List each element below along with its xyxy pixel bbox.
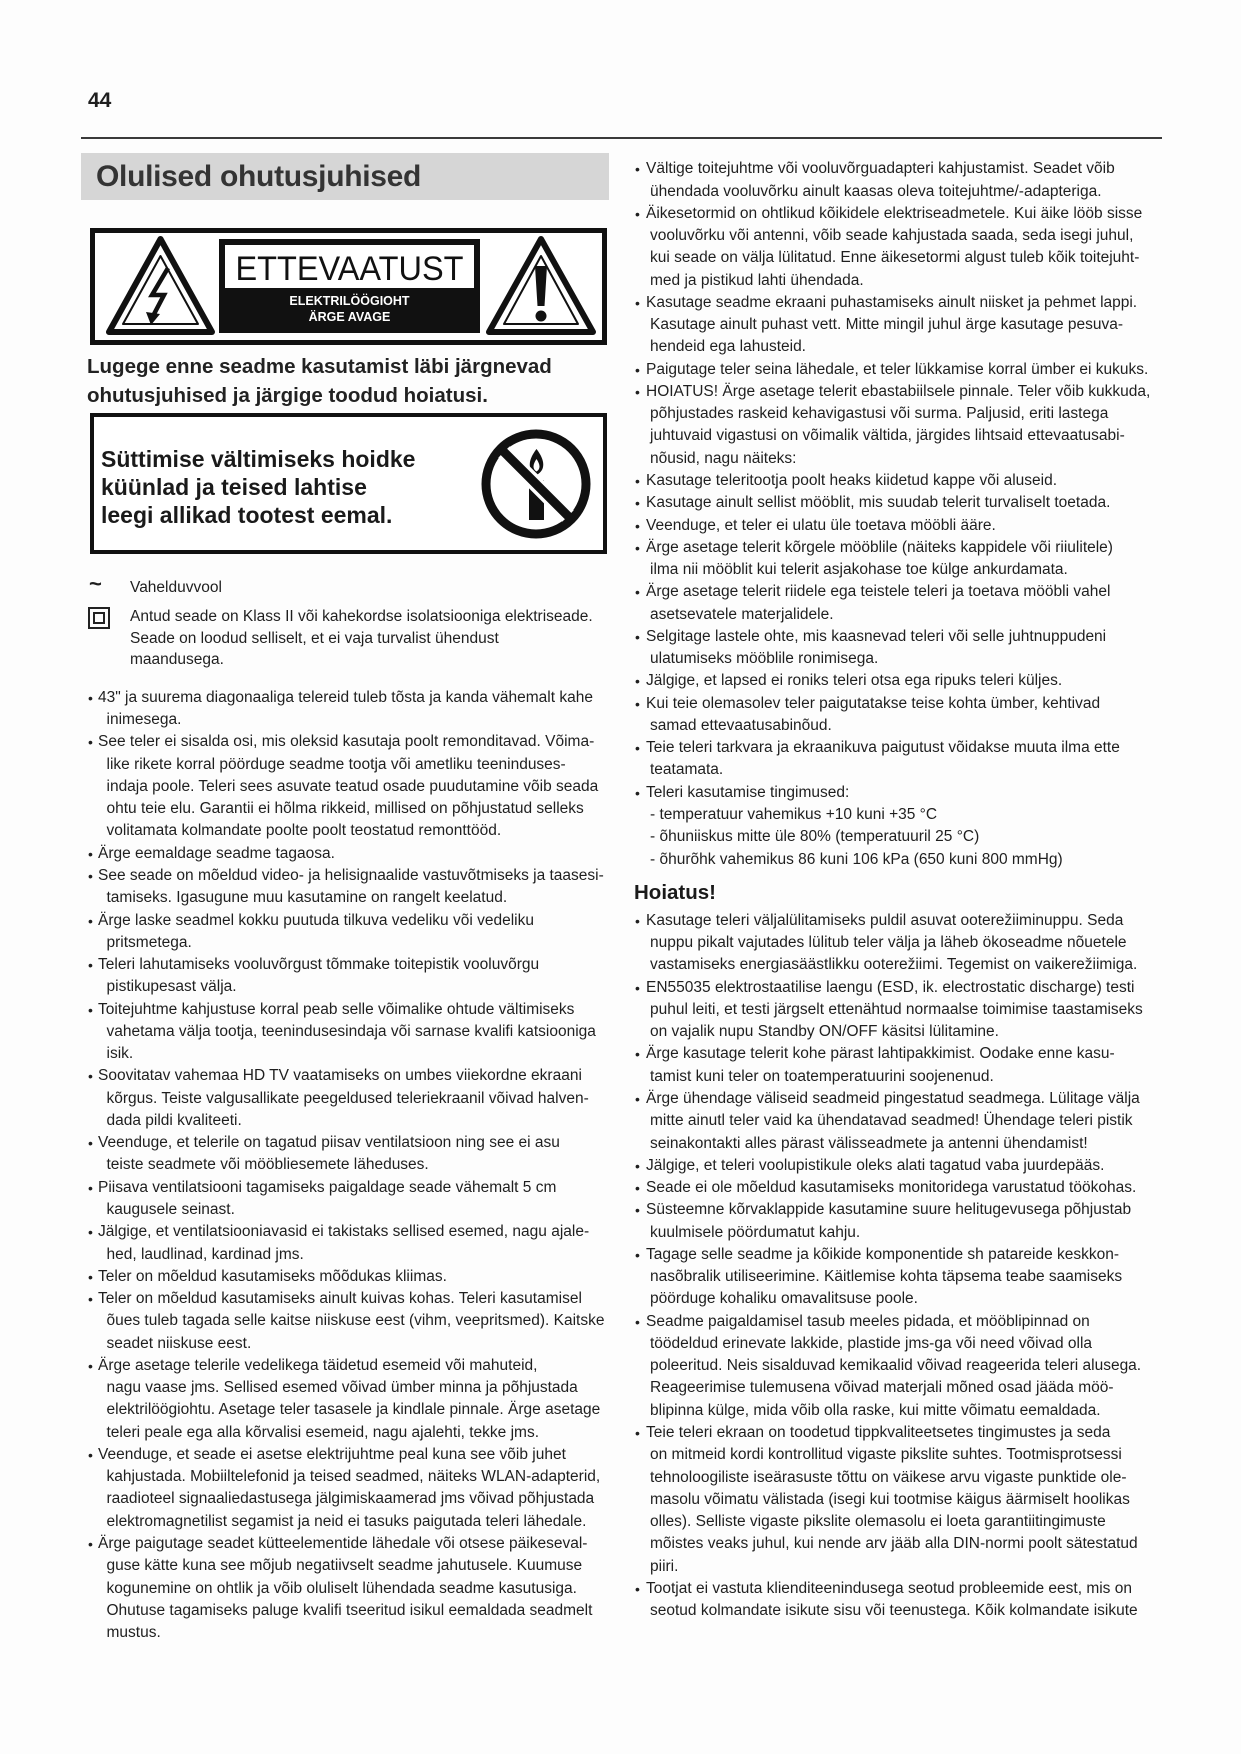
safety-bullet: [88, 1132, 604, 1177]
bullet-line: Ohutuse tagamiseks paluge kvalifi tseeritud isikul eemaldada seadmelt: [106, 1601, 593, 1619]
safety-bullet: [635, 158, 1150, 203]
bullet-line: • Veenduge, et seade ei asetse elektrijuhtme peal kuna see võib juhet: [98, 1445, 566, 1463]
safety-bullet: [635, 537, 1150, 582]
symbol-description-line: Vahelduvvool: [130, 579, 222, 596]
no-open-flame-icon: [480, 428, 592, 540]
safety-bullet: [88, 843, 604, 865]
bullet-line: pistikupesast välja.: [106, 978, 237, 996]
bullet-line: raadioteel signaaliedastusega jälgimiskaamerad jms võivad põhjustada: [106, 1490, 595, 1508]
bullet-line: kahjustada. Mobiiltelefonid ja teised seadmed, näiteks WLAN-adapterid,: [106, 1468, 601, 1486]
safety-bullet: [88, 1065, 604, 1132]
bullet-line: tehnoloogiliste iseärasuste tõttu on väikese arvu vigaste punktide ole-: [650, 1468, 1127, 1486]
warning-bullet: [635, 1177, 1143, 1199]
bullet-line: • Teie teleri tarkvara ja ekraanikuva paigutust võidakse muuta ilma ette: [646, 739, 1120, 757]
bullet-line: vastamiseks energiasäästlikku ooterežiimi. Tegemist on vaikerežiimiga.: [650, 956, 1138, 974]
bullet-line: masolu võimatu välistada (isegi kui tootmise käigus äärmiselt hoolikas: [650, 1490, 1130, 1508]
bullet-line: teiste seadmete või mööbliesemete läheduses.: [106, 1156, 429, 1174]
section-title: Olulised ohutusjuhised: [96, 160, 422, 193]
bullet-line: • Kasutage ainult sellist mööblit, mis suudab telerit turvaliselt toetada.: [646, 494, 1111, 512]
bullet-line: • Jälgige, et teleri voolupistikule oleks alati tagatud vaba juurdepääs.: [646, 1156, 1105, 1174]
safety-bullet: [635, 515, 1150, 537]
bullet-line: blipinna külge, mida võib olla raske, kui mitte võimatu eemaldada.: [650, 1401, 1101, 1419]
warning-bullet: [635, 977, 1143, 1044]
alternating-current-icon: ~: [89, 571, 102, 596]
bullet-line: seotud kolmandate isikute sisu või teenustega. Kõik kolmandate isikute: [650, 1602, 1138, 1620]
bullet-line: • Ärge asetage telerile vedelikega täidetud esemeid või mahuteid,: [98, 1356, 538, 1374]
bullet-line: • Toitejuhtme kahjustuse korral peab selle võimalike ohtude vältimiseks: [98, 1000, 575, 1018]
bullet-line: • Kui teie olemasolev teler paigutatakse teise kohta ümber, kehtivad: [646, 694, 1101, 712]
bullet-line: tamist kuni teler on toatemperatuurini soojenenud.: [650, 1067, 994, 1085]
bullet-line: med ja pistikud lahti ühendada.: [650, 271, 864, 289]
safety-bullet: [88, 731, 604, 842]
bullet-line: mitte ainutl teler vaid ka ühendatavad seadmed! Ühendage teleri pistik: [650, 1112, 1133, 1130]
left-safety-list: [88, 687, 604, 1644]
alternating-current-label: [130, 577, 222, 599]
warning-bullet: [635, 1578, 1143, 1623]
safety-bullet: [88, 865, 604, 910]
bullet-line: teleri peale ega alla kõrvalisi esemeid, nagu ajalehti, tekke jms.: [106, 1423, 540, 1441]
intro-instruction: [87, 352, 552, 410]
bullet-line: • Ärge ühendage väliseid seadmeid pingestatud seadmega. Lülitage välja: [646, 1090, 1140, 1108]
safety-bullet: [88, 1221, 604, 1266]
safety-bullet: [88, 1355, 604, 1444]
bullet-line: • Jälgige, et ventilatsiooniavasid ei takistaks sellised esemed, nagu ajale-: [98, 1223, 590, 1241]
right-safety-list: [635, 158, 1150, 871]
shock-hazard-label: ELEKTRILÖÖGIOHT: [289, 294, 410, 308]
bullet-line: • Selgitage lastele ohte, mis kaasnevad teleri või selle juhtnuppudeni: [646, 627, 1107, 645]
bullet-line: • Ärge paigutage seadet kütteelementide lähedale või otsese päikeseval-: [98, 1534, 588, 1552]
safety-bullet: [88, 910, 604, 955]
bullet-line: • HOIATUS! Ärge asetage telerit ebastabiilsele pinnale. Teler võib kukkuda,: [646, 382, 1151, 400]
bullet-line: vahetama välja tootja, teenindusesindaja või sarnase kvalifi katsiooniga: [106, 1022, 596, 1040]
bullet-line: ühendada vooluvõrku ainult kaasas oleva toitejuhtme/-adapteriga.: [650, 182, 1102, 200]
bullet-line: - õhuniiskus mitte üle 80% (temperatuuril 25 °C): [650, 828, 980, 846]
bullet-line: • Teler on mõeldud kasutamiseks mõõdukas kliimas.: [98, 1267, 447, 1285]
bullet-line: mustus.: [106, 1624, 161, 1642]
bullet-line: - õhurõhk vahemikus 86 kuni 106 kPa (650 kuni 800 mmHg): [650, 850, 1063, 868]
bullet-line: seadet niiskuse eest.: [106, 1334, 252, 1352]
bullet-line: • Teleri lahutamiseks vooluvõrgust tõmmake toitepistik vooluvõrgu: [98, 956, 540, 974]
bullet-line: • Ärge asetage telerit riidele ega teistele teleri ja toetava mööbli vahel: [646, 583, 1111, 601]
page-number: 44: [88, 89, 112, 112]
bullet-line: indaja poole. Teleri sees asuvate teatud osade puudutamine võib seada: [106, 777, 599, 795]
bullet-line: • Paigutage teler seina lähedale, et teler lükkamise korral ümber ei kukuks.: [646, 360, 1149, 378]
safety-bullet: [635, 203, 1150, 292]
electric-shock-caution-sign: [90, 228, 607, 345]
bullet-line: • Ärge asetage telerit kõrgele mööblile (näiteks kappidele või riiulitele): [646, 538, 1113, 556]
safety-bullet: [88, 1444, 604, 1533]
safety-bullet: [635, 492, 1150, 514]
bullet-line: hed, laudlinad, kardinad jms.: [106, 1245, 304, 1263]
class-ii-description: [130, 606, 593, 671]
bullet-line: vooluvõrku või antenni, võib seade kahjustada saada, seda isegi juhul,: [650, 227, 1134, 245]
bullet-line: pöörduge kohaliku omavalitsuse poole.: [650, 1290, 918, 1308]
bullet-line: • Seade ei ole mõeldud kasutamiseks monitoridega varustatud töökohas.: [646, 1179, 1137, 1197]
bullet-line: ilma nii mööblit kui telerit asjakohase toe külge ankurdamata.: [650, 561, 1068, 579]
bullet-line: mõistes veaks juhul, kui nende arv jääb alla DIN-normi poolt sätestatud: [650, 1535, 1138, 1553]
bullet-line: asetsevatele materjalidele.: [650, 605, 834, 623]
intro-line: ohutusjuhised ja järgige toodud hoiatusi.: [87, 384, 488, 407]
safety-bullet: [88, 1266, 604, 1288]
bullet-line: nasõbralik utiliseerimine. Käitlemise kohta täpsema teabe saamiseks: [650, 1268, 1123, 1286]
bullet-line: • Soovitatav vahemaa HD TV vaatamiseks on umbes viiekordne ekraani: [98, 1067, 582, 1085]
warning-bullet: [635, 1043, 1143, 1088]
bullet-line: isik.: [106, 1045, 134, 1063]
bullet-line: • See teler ei sisalda osi, mis oleksid kasutaja poolt remonditavad. Võima-: [98, 733, 595, 751]
class-ii-insulation-icon: [88, 607, 110, 629]
bullet-line: õues tuleb tagada selle kaitse niiskuse eest (vihm, veepritsmed). Kaitske: [106, 1312, 605, 1330]
bullet-line: • Vältige toitejuhtme või vooluvõrguadapteri kahjustamist. Seadet võib: [646, 160, 1115, 178]
warning-bullet: [635, 1311, 1143, 1422]
warning-bullet: [635, 910, 1143, 977]
bullet-line: põhjustades raskeid kehavigastusi või surma. Paljusid, eriti lastega: [650, 405, 1109, 423]
bullet-line: like rikete korral pöörduge seadme tootja või ametliku teeninduses-: [106, 755, 566, 773]
bullet-line: hendeid ega lahusteid.: [650, 338, 806, 356]
do-not-open-label: ÄRGE AVAGE: [308, 310, 391, 324]
symbol-description-line: maandusega.: [130, 651, 224, 668]
safety-bullet: [635, 626, 1150, 671]
bullet-line: nagu vaase jms. Sellised esemed võivad ümber minna ja põhjustada: [106, 1379, 578, 1397]
bullet-line: on mitmeid kordi kontrollitud vigaste pikslite suhtes. Tootmisprotsessi: [650, 1446, 1122, 1464]
bullet-line: • EN55035 elektrostaatilise laengu (ESD, ik. electrostatic discharge) testi: [646, 978, 1135, 996]
safety-bullet: [88, 954, 604, 999]
bullet-line: olles). Selliste vigaste pikslite olemasolu ei loeta garantiitingimuste: [650, 1513, 1106, 1531]
intro-line: Lugege enne seadme kasutamist läbi järgnevad: [87, 355, 552, 378]
bullet-line: • Äikesetormid on ohtlikud kõikidele elektriseadmetele. Kui äike lööb sisse: [646, 204, 1143, 222]
bullet-line: kuulmisele pöördumatut kahju.: [650, 1223, 861, 1241]
bullet-line: kui seade on välja lülitatud. Enne äikesetormi algust tuleb kõik toitejuht-: [650, 249, 1140, 267]
bullet-line: elektrilöögiohtu. Asetage teler tasasele ja kindlale pinnale. Ärge asetage: [106, 1401, 601, 1419]
bullet-line: • Seadme paigaldamisel tasub meeles pidada, et mööblipinnad on: [646, 1312, 1090, 1330]
warning-heading: Hoiatus!: [634, 881, 716, 904]
bullet-line: pritsmetega.: [106, 933, 192, 951]
bullet-line: volitamata kolmandate poolte poolt teostatud remonttööd.: [106, 822, 502, 840]
bullet-line: poleeritud. Neis sisalduvad kemikaalid võivad reageerida teleri alusega.: [650, 1357, 1142, 1375]
bullet-line: • Süsteemne kõrvaklappide kasutamine suure helitugevusega põhjustab: [646, 1201, 1132, 1219]
bullet-line: tamiseks. Igasugune muu kasutamine on rangelt keelatud.: [106, 889, 508, 907]
bullet-line: puhul leiti, et testi järgselt ettenähtud normaalse toimimise taastamiseks: [650, 1000, 1143, 1018]
safety-bullet: [635, 782, 1150, 871]
safety-bullet: [635, 693, 1150, 738]
fire-notice-line: leegi allikad tootest eemal.: [101, 502, 393, 528]
bullet-line: • Teleri kasutamise tingimused:: [646, 783, 850, 801]
bullet-line: • Veenduge, et telerile on tagatud piisav ventilatsioon ning see ei asu: [98, 1134, 560, 1152]
bullet-line: dada pildi kvaliteeti.: [106, 1111, 242, 1129]
bullet-line: ulatumiseks mööblile ronimisega.: [650, 650, 879, 668]
bullet-line: • Ärge eemaldage seadme tagaosa.: [98, 844, 335, 862]
bullet-line: Reageerimise tulemusena võivad materjali mõned osad jääda möö-: [650, 1379, 1114, 1397]
bullet-line: • Jälgige, et lapsed ei roniks teleri otsa ega ripuks teleri küljes.: [646, 672, 1063, 690]
warning-bullet: [635, 1422, 1143, 1578]
bullet-line: nõusid, nagu näiteks:: [650, 449, 797, 467]
section-title-band: [81, 153, 609, 200]
bullet-line: on vajalik nupu Standby ON/OFF käsitsi lülitamine.: [650, 1023, 999, 1041]
symbol-description-line: Antud seade on Klass II või kahekordse isolatsiooniga elektriseade.: [130, 608, 593, 625]
safety-bullet: [88, 1177, 604, 1222]
bullet-line: • Kasutage seadme ekraani puhastamiseks ainult niisket ja pehmet lappi.: [646, 293, 1138, 311]
bullet-line: seinakontakti alles pärast välisseadmete ja antenni ühendamist!: [650, 1134, 1088, 1152]
bullet-line: • Kasutage teleritootja poolt heaks kiidetud kappe või aluseid.: [646, 472, 1058, 490]
safety-bullet: [635, 581, 1150, 626]
warning-bullet: [635, 1199, 1143, 1244]
bullet-line: - temperatuur vahemikus +10 kuni +35 °C: [650, 806, 938, 823]
caution-label: ETTEVAATUST: [235, 250, 464, 288]
safety-bullet: [88, 687, 604, 732]
symbol-description-line: Seade on loodud selliselt, et ei vaja turvalist ühendust: [130, 629, 499, 647]
bullet-line: • Veenduge, et teler ei ulatu üle toetava mööbli ääre.: [646, 516, 996, 534]
bullet-line: • Teie teleri ekraan on toodetud tippkvaliteetsetes tingimustes ja seda: [646, 1424, 1111, 1441]
bullet-line: • Piisava ventilatsiooni tagamiseks paigaldage seade vähemalt 5 cm: [98, 1178, 557, 1196]
warning-bullet: [635, 1244, 1143, 1311]
warning-list: [635, 910, 1143, 1623]
bullet-line: kaugusele seinast.: [106, 1201, 235, 1218]
bullet-line: guse kätte kuna see mõjub negatiivselt seadme jahutusele. Kuumuse: [106, 1557, 583, 1575]
bullet-line: teatamata.: [650, 761, 724, 779]
bullet-line: • Tagage selle seadme ja kõikide komponentide sh patareide keskkon-: [646, 1245, 1120, 1263]
bullet-line: kogunemine on ohtlik ja võib oluliselt lühendada seadme kasutusiga.: [106, 1579, 577, 1597]
bullet-line: piiri.: [650, 1557, 679, 1575]
bullet-line: kõrgus. Teiste valgusallikate peegeldused teleriekraanil võivad halven-: [106, 1089, 589, 1107]
safety-bullet: [635, 670, 1150, 692]
safety-bullet: [635, 292, 1150, 359]
bullet-line: töödeldud erinevate lakkide, plastide jms-ga või need võivad olla: [650, 1334, 1093, 1352]
safety-bullet: [635, 470, 1150, 492]
bullet-line: • 43" ja suurema diagonaaliga telereid tuleb tõsta ja kanda vähemalt kahe: [98, 688, 593, 706]
warning-bullet: [635, 1088, 1143, 1155]
bullet-line: juhtuvaid vigastusi on võimalik vältida, järgides lihtsaid ettevaatusabi-: [650, 427, 1125, 445]
safety-bullet: [88, 1533, 604, 1644]
bullet-line: nuppu pikalt vajutades lülitub teler välja ja läheb ökoseadme nõuetele: [650, 934, 1127, 952]
fire-notice-line: Süttimise vältimiseks hoidke: [101, 446, 416, 472]
safety-bullet: [635, 381, 1150, 470]
bullet-line: inimesega.: [106, 711, 182, 729]
bullet-line: • Teler on mõeldud kasutamiseks ainult kuivas kohas. Teleri kasutamisel: [98, 1290, 582, 1308]
safety-bullet: [635, 359, 1150, 381]
fire-notice-line: küünlad ja teised lahtise: [101, 474, 367, 500]
bullet-line: • See seade on mõeldud video- ja helisignaalide vastuvõtmiseks ja taasesi-: [98, 867, 604, 885]
bullet-line: Kasutage ainult puhast vett. Mitte mingil juhul ärge kasutage pesuva-: [650, 316, 1124, 334]
bullet-line: • Tootjat ei vastuta klienditeenindusega seotud probleemide eest, mis on: [646, 1579, 1132, 1597]
safety-bullet: [635, 737, 1150, 782]
bullet-line: • Kasutage teleri väljalülitamiseks puldil asuvat ooterežiiminuppu. Seda: [646, 911, 1124, 929]
bullet-line: samad ettevaatusabinõud.: [650, 716, 832, 734]
safety-bullet: [88, 1288, 604, 1355]
header-rule: [81, 137, 1162, 139]
bullet-line: ohtu teie elu. Garantii ei hõlma rikkeid, millised on põhjustatud selleks: [106, 800, 584, 818]
safety-bullet: [88, 999, 604, 1066]
bullet-line: • Ärge laske seadmel kokku puutuda tilkuva vedeliku või vedeliku: [98, 911, 534, 929]
bullet-line: • Ärge kasutage telerit kohe pärast lahtipakkimist. Oodake enne kasu-: [646, 1045, 1115, 1063]
bullet-line: elektromagnetilist segamist ja neid ei tasuks paigutada teleri lähedale.: [106, 1512, 587, 1530]
warning-bullet: [635, 1155, 1143, 1177]
